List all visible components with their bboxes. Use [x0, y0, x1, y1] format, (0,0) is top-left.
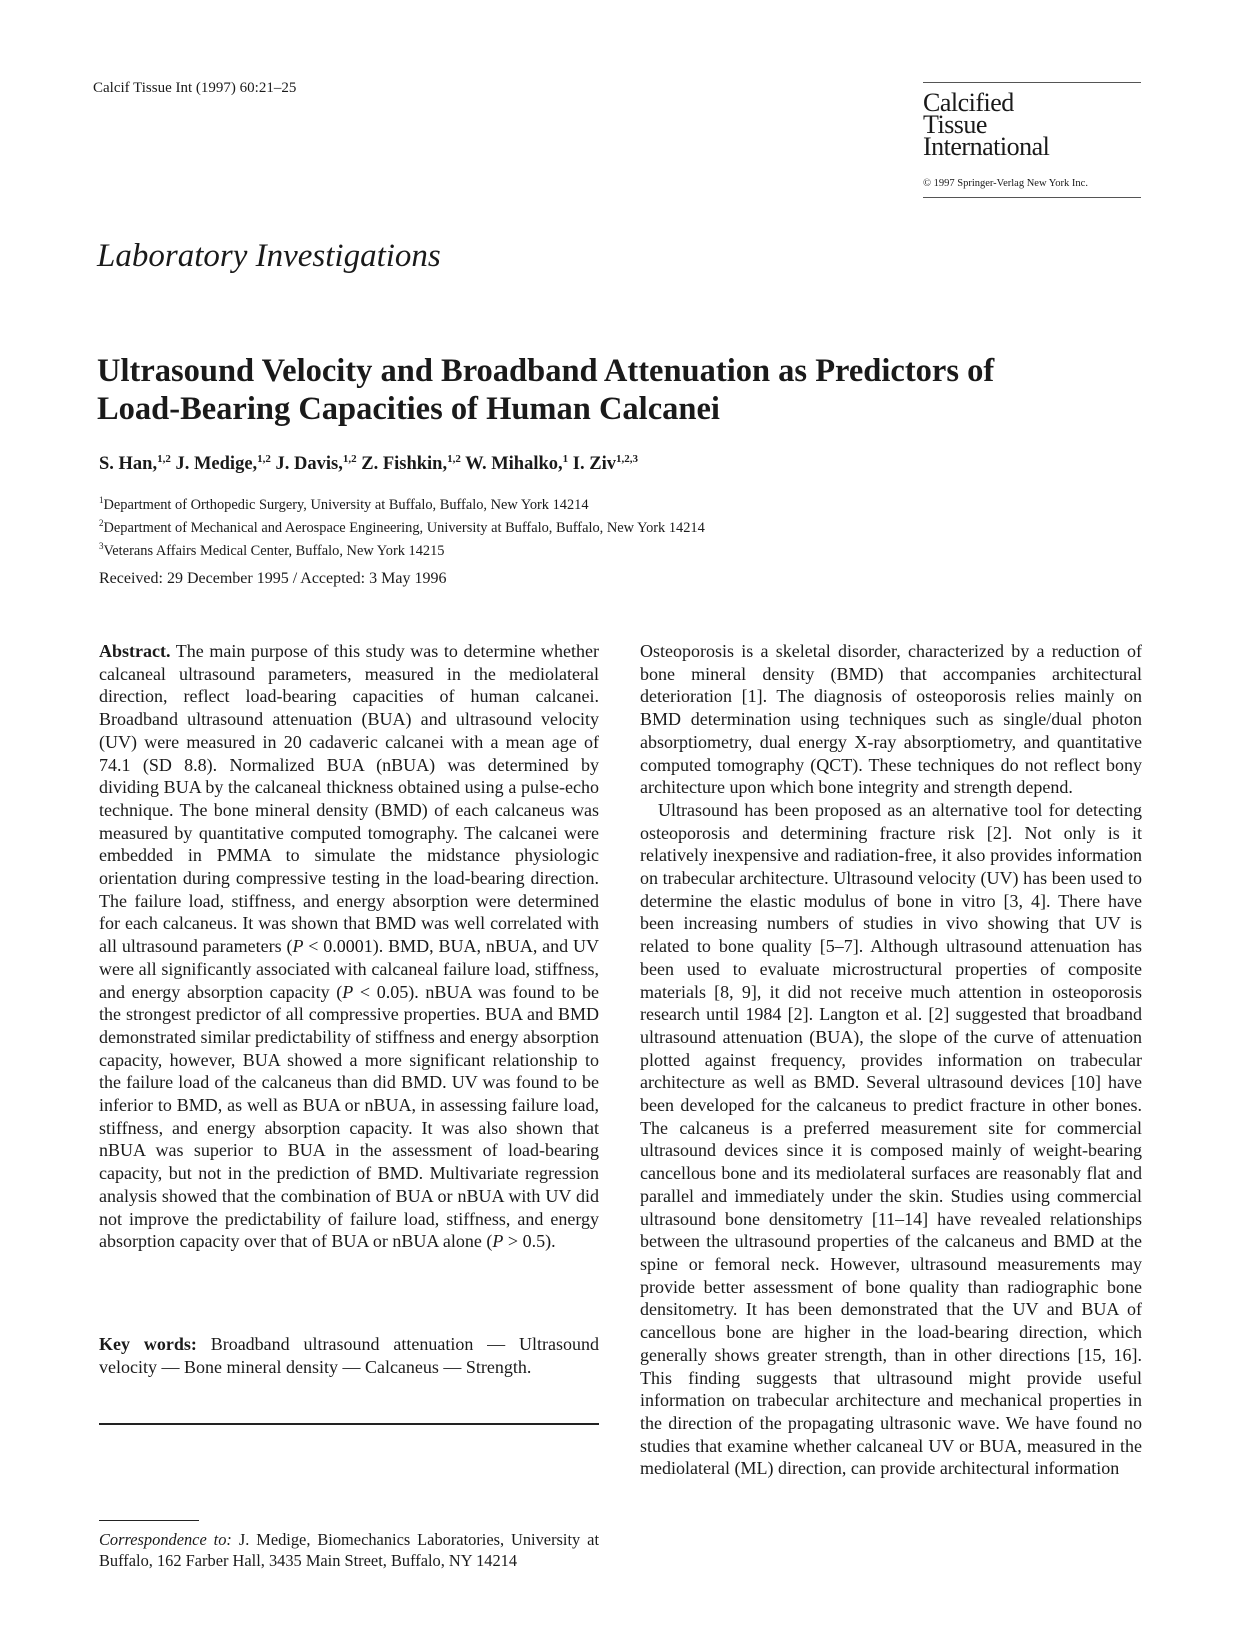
keywords-text: Broadband ultrasound attenuation — Ultrasound velocity — Bone mineral density — Calcaneus — Strength.: [99, 1334, 599, 1377]
journal-logo: [923, 88, 1141, 161]
affiliation-marker: 3: [99, 540, 104, 551]
logo-top-rule: [923, 82, 1141, 83]
affiliation: [99, 514, 705, 537]
p-value-symbol: P: [342, 981, 354, 1002]
affiliation-marker: 2: [99, 517, 104, 528]
paper-title: [97, 352, 1137, 428]
abstract-text: < 0.0001). BMD, BUA, nBUA, and UV were all significantly associated with calcaneal failure load, stiffness, and energy absorption capacity (: [99, 936, 599, 1002]
body-paragraph: Ultrasound has been proposed as an alternative tool for detecting osteoporosis and determining fracture risk [2]. Not only is it relatively inexpensive and radiation-free, it also provides information on trabecular architecture. Ultrasound velocity (UV) has been used to determine the elastic modulus of bone in vitro [3, 4]. There have been increasing numbers of studies in vivo showing that UV is related to bone quality [5–7]. Although ultrasound attenuation has been used to evaluate microstructural properties of composite materials [8, 9], it did not receive much attention in osteoporosis research until 1984 [2]. Langton et al. [2] suggested that broadband ultrasound attenuation (BUA), the slope of the curve of attenuation plotted against frequency, provides information on trabecular architecture as well as BMD. Several ultrasound devices [10] have been developed for the calcaneus to predict fracture in other bones. The calcaneus is a preferred measurement site for commercial ultrasound devices since it is composed mainly of weight-bearing cancellous bone and its mediolateral surfaces are reasonably flat and parallel and immediately under the skin. Studies using commercial ultrasound bone densitometry [11–14] have revealed relationships between the ultrasound properties of the calcaneus and BMD at the spine or femoral neck. However, ultrasound measurements may provide better assessment of bone quality than radiographic bone densitometry. It has been demonstrated that the UV and BUA of cancellous bone are higher in the load-bearing direction, which generally shows greater strength, than in other directions [15, 16]. This finding suggests that ultrasound might provide useful information on trabecular architecture and mechanical properties in the direction of the propagating ultrasonic wave. We have found no studies that examine whether calcaneal UV or BUA, measured in the mediolateral (ML) direction, can provide architectural information: [640, 799, 1142, 1479]
author-name: J. Davis,: [275, 454, 343, 475]
keywords-label: Key words:: [99, 1334, 197, 1354]
author-list: [99, 453, 638, 475]
correspondence-label: Correspondence to:: [99, 1530, 232, 1549]
title-line: Load-Bearing Capacities of Human Calcanei: [97, 391, 720, 427]
footnote-rule: [99, 1520, 199, 1521]
author-affil-marker: 1: [562, 453, 569, 465]
logo-line: Tissue: [923, 110, 987, 139]
abstract-text: < 0.05). nBUA was found to be the strongest predictor of all compressive properties. BUA and BMD demonstrated similar predictability of stiffness and energy absorption capacity, however, BUA showed a more significant relationship to the failure load of the calcaneus than did BMD. UV was found to be inferior to BMD, as well as BUA or nBUA, in assessing failure load, stiffness, and energy absorption capacity. It was also shown that nBUA was superior to BUA in the assessment of load-bearing capacity, but not in the prediction of BMD. Multivariate regression analysis showed that the combination of BUA or nBUA with UV did not improve the predictability of failure load, stiffness, and energy absorption capacity over that of BUA or nBUA alone (: [99, 981, 599, 1252]
author-name: W. Mihalko,: [465, 454, 563, 475]
copyright-notice: © 1997 Springer-Verlag New York Inc.: [923, 178, 1088, 189]
affiliation-list: [99, 491, 705, 559]
body-paragraph: Osteoporosis is a skeletal disorder, characterized by a reduction of bone mineral density (BMD) that accompanies architectural deterioration [1]. The diagnosis of osteoporosis relies mainly on BMD determination using techniques such as single/dual photon absorptiometry, dual energy X-ray absorptiometry, and quantitative computed tomography (QCT). These techniques do not reflect bony architecture upon which bone integrity and strength depend.: [640, 641, 1142, 798]
title-line: Ultrasound Velocity and Broadband Attenuation as Predictors of: [97, 353, 995, 389]
author-affil-marker: 1,2: [447, 453, 461, 465]
keywords: [99, 1333, 599, 1378]
journal-citation: Calcif Tissue Int (1997) 60:21–25: [93, 80, 297, 96]
author-name: J. Medige,: [175, 454, 258, 475]
affiliation: [99, 491, 705, 514]
author-affil-marker: 1,2: [257, 453, 271, 465]
abstract-text: > 0.5).: [503, 1231, 556, 1252]
abstract-label: Abstract.: [99, 641, 171, 661]
affiliation-text: Veterans Affairs Medical Center, Buffalo, New York 14215: [103, 542, 445, 559]
abstract-text: The main purpose of this study was to determine whether calcaneal ultrasound parameters, measured in the mediolateral direction, reflect load-bearing capacities of human calcanei. Broadband ultrasound attenuation (BUA) and ultrasound velocity (UV) were measured in 20 cadaveric calcanei with a mean age of 74.1 (SD 8.8). Normalized BUA (nBUA) was determined by dividing BUA by the calcaneal thickness obtained using a pulse-echo technique. The bone mineral density (BMD) of each calcaneus was measured by quantitative computed tomography. The calcanei were embedded in PMMA to simulate the midstance physiologic orientation during compressive testing in the load-bearing direction. The failure load, stiffness, and energy absorption were determined for each calcaneus. It was shown that BMD was well correlated with all ultrasound parameters (: [99, 641, 599, 957]
correspondence-footnote: [99, 1530, 599, 1571]
author-affil-marker: 1,2,3: [615, 453, 638, 465]
logo-line: International: [923, 132, 1050, 161]
author-affil-marker: 1,2: [157, 453, 171, 465]
affiliation-text: Department of Orthopedic Surgery, University at Buffalo, Buffalo, New York 14214: [103, 496, 589, 513]
abstract-paragraph: [99, 640, 599, 1253]
correspondence-text: J. Medige, Biomechanics Laboratories, University at Buffalo, 162 Farber Hall, 3435 Main Street, Buffalo, NY 14214: [99, 1530, 599, 1570]
abstract: [99, 640, 599, 1253]
body-text: [640, 640, 1142, 1480]
logo-line: Calcified: [923, 88, 1014, 117]
keywords-paragraph: [99, 1333, 599, 1378]
affiliation-text: Department of Mechanical and Aerospace Engineering, University at Buffalo, Buffalo, New York 14214: [103, 519, 705, 536]
abstract-end-rule: [99, 1423, 599, 1425]
author-name: Z. Fishkin,: [361, 454, 448, 475]
logo-bottom-rule: [923, 197, 1141, 198]
p-value-symbol: P: [492, 1231, 504, 1252]
affiliation: [99, 537, 705, 560]
received-dates: Received: 29 December 1995 / Accepted: 3 May 1996: [99, 570, 447, 587]
affiliation-marker: 1: [99, 495, 104, 505]
section-heading: Laboratory Investigations: [97, 238, 441, 274]
author-name: S. Han,: [99, 454, 158, 475]
author-affil-marker: 1,2: [342, 453, 357, 465]
p-value-symbol: P: [292, 936, 304, 957]
author-name: I. Ziv: [572, 454, 616, 475]
